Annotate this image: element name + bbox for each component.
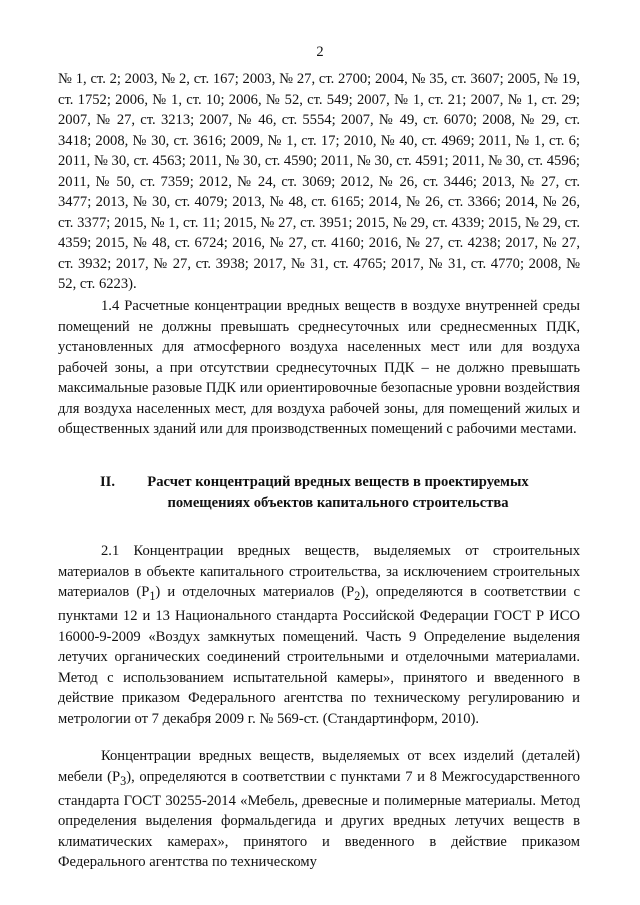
furniture-paragraph bbox=[58, 746, 580, 873]
clause-2-1-text-part2: ) и отделочных материалов (Р bbox=[155, 584, 355, 600]
citations-paragraph: № 1, ст. 2; 2003, № 2, ст. 167; 2003, № 27, ст. 2700; 2004, № 35, ст. 3607; 2005, № 19, ст. 1752; 2006, № 1, ст. 10; 2006, № 52, ст. 549; 2007, № 1, ст. 21; 2007, № 1, ст. 29; 2007, № 27, ст. 3213; 2007, № 46, ст. 5554; 2007, № 49, ст. 6070; 2008, № 29, ст. 3418; 2008, № 30, ст. 3616; 2009, № 1, ст. 17; 2010, № 40, ст. 4969; 2011, № 1, ст. 6; 2011, № 30, ст. 4563; 2011, № 30, ст. 4590; 2011, № 30, ст. 4591; 2011, № 30, ст. 4596; 2011, № 50, ст. 7359; 2012, № 24, ст. 3069; 2012, № 26, ст. 3446; 2013, № 27, ст. 3477; 2013, № 30, ст. 4079; 2013, № 48, ст. 6165; 2014, № 26, ст. 3366; 2014, № 26, ст. 3377; 2015, № 1, ст. 11; 2015, № 27, ст. 3951; 2015, № 29, ст. 4339; 2015, № 29, ст. 4359; 2015, № 48, ст. 6724; 2016, № 27, ст. 4160; 2016, № 27, ст. 4238; 2017, № 27, ст. 3932; 2017, № 27, ст. 3938; 2017, № 31, ст. 4765; 2017, № 31, ст. 4770; 2008, № 52, ст. 6223). bbox=[58, 71, 580, 292]
furniture-text-part2: ), определяются в соответствии с пунктами 7 и 8 Межгосударственного стандарта ГОСТ 30255-2014 «Мебель, древесные и полимерные материалы. Метод определения выделения формальдегида и других вредных летучих веществ в климатических камерах», принятого и введенного в действие приказом Федерального агентства по техническому bbox=[58, 768, 580, 871]
clause-2-1-paragraph bbox=[58, 541, 580, 729]
section-number: II. bbox=[100, 474, 116, 490]
clause-2-1-text-part3: ), определяются в соответствии с пунктами 12 и 13 Национального стандарта Российской Федерации ГОСТ Р ИСО 16000-9-2009 «Воздух замкнутых помещений. Часть 9 Определение выделения летучих органических соединений строительными и отделочными материалами. Метод с использованием испытательной камеры», принятого и введенного в действие приказом Федерального агентства по техническому регулированию и метрологии от 7 декабря 2009 г. № 569-ст. (Стандартинформ, 2010). bbox=[58, 584, 580, 727]
subscript-2: 2 bbox=[354, 588, 361, 603]
subscript-3: 3 bbox=[120, 773, 127, 788]
subscript-1: 1 bbox=[149, 588, 156, 603]
section-title: Расчет концентраций вредных веществ в проектируемых помещениях объектов капитального строительства bbox=[147, 474, 529, 511]
page-number: 2 bbox=[316, 44, 324, 60]
furniture-text-part1: Концентрации вредных веществ, выделяемых от всех изделий (деталей) мебели (Р bbox=[58, 748, 580, 785]
clause-2-1-text-part1: 2.1 Концентрации вредных веществ, выделяемых от строительных материалов в объекте капитального строительства, за исключением строительных материалов (Р bbox=[58, 543, 580, 600]
clause-1-4-paragraph: 1.4 Расчетные концентрации вредных веществ в воздухе внутренней среды помещений не должны превышать среднесуточных или среднесменных ПДК, установленных для атмосферного воздуха населенных мест или для воздуха рабочей зоны, а при отсутствии среднесуточных ПДК – не должно превышать максимальные разовые ПДК или ориентировочные безопасные уровни воздействия для воздуха населенных мест, для воздуха рабочей зоны, для помещений жилых и общественных зданий или для производственных помещений с рабочими местами. bbox=[58, 298, 580, 437]
